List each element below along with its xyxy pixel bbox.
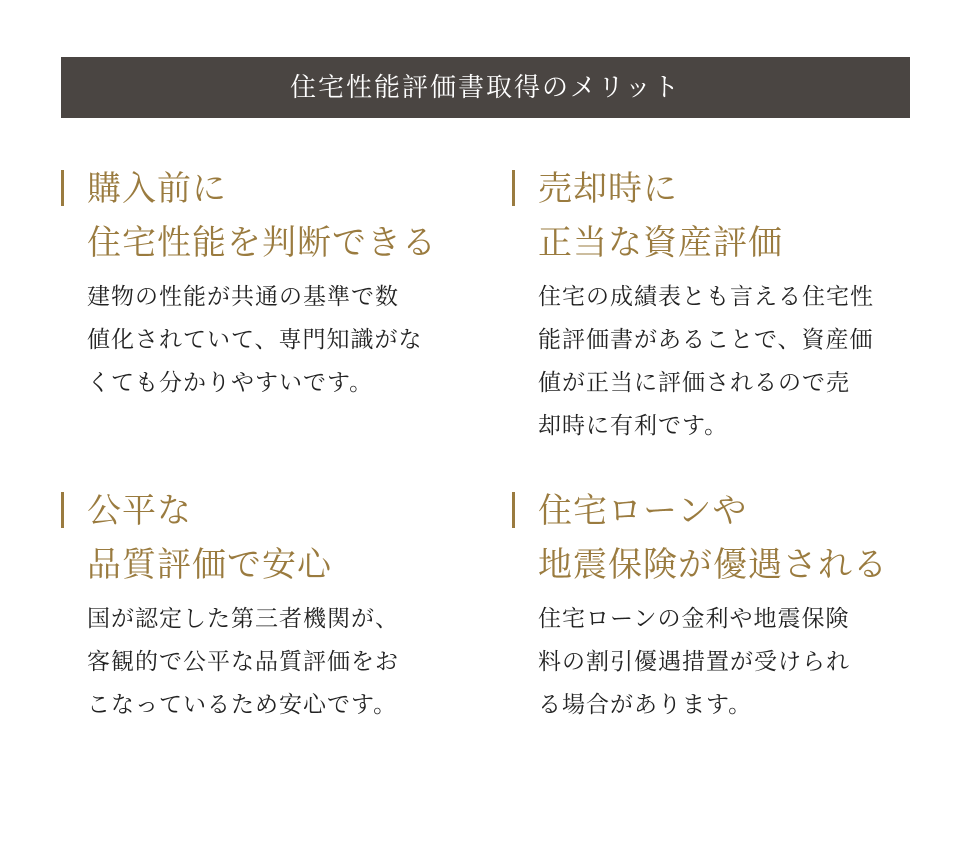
heading-line: 売却時に [538, 169, 678, 209]
card-body [61, 598, 461, 727]
body-line: 能評価書があることで、資産価 [538, 327, 874, 353]
body-line: 住宅ローンの金利や地震保険 [538, 606, 850, 632]
body-line: 住宅の成績表とも言える住宅性 [538, 284, 874, 310]
page-title: 住宅性能評価書取得のメリット [290, 72, 681, 103]
merit-card-sale [512, 162, 912, 448]
merit-card-fair-evaluation [61, 484, 461, 727]
card-heading [512, 162, 912, 270]
card-heading [61, 484, 461, 592]
card-body [512, 276, 912, 448]
heading-line: 住宅性能を判断できる [87, 223, 437, 263]
body-line: こなっているため安心です。 [87, 692, 398, 718]
body-line: 値化されていて、専門知識がな [87, 327, 423, 353]
accent-bar [61, 170, 64, 206]
body-line: 建物の性能が共通の基準で数 [87, 284, 399, 310]
header-bar [61, 57, 910, 118]
body-line: 国が認定した第三者機関が、 [87, 606, 399, 632]
body-line: 却時に有利です。 [538, 413, 729, 439]
heading-line: 住宅ローンや [538, 491, 748, 531]
body-line: くても分かりやすいです。 [87, 370, 374, 396]
body-line: 料の割引優遇措置が受けられ [538, 649, 850, 675]
body-line: 客観的で公平な品質評価をお [87, 649, 399, 675]
body-line: る場合があります。 [538, 692, 753, 718]
accent-bar [61, 492, 64, 528]
heading-line: 地震保険が優遇される [538, 545, 888, 585]
heading-line: 公平な [87, 491, 192, 531]
body-line: 値が正当に評価されるので売 [538, 370, 850, 396]
card-body [512, 598, 912, 727]
heading-line: 品質評価で安心 [87, 545, 332, 585]
card-heading [61, 162, 461, 270]
heading-line: 購入前に [87, 169, 227, 209]
accent-bar [512, 492, 515, 528]
merit-card-purchase [61, 162, 461, 405]
heading-line: 正当な資産評価 [538, 223, 783, 263]
merit-card-loan-insurance [512, 484, 912, 727]
card-body [61, 276, 461, 405]
accent-bar [512, 170, 515, 206]
card-heading [512, 484, 912, 592]
